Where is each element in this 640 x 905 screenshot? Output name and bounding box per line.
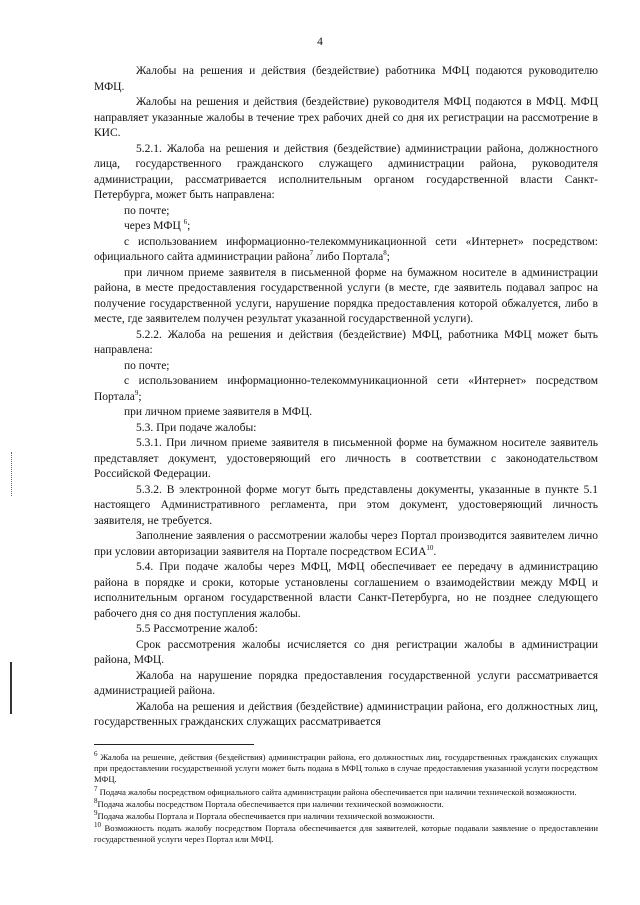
paragraph: по почте; [124, 204, 170, 217]
paragraph: 5.4. При подаче жалобы через МФЦ, МФЦ обеспечивает ее передачу в администрацию района в порядке и сроки, которые установлены соглашением о взаимодействии между МФЦ и исполнительным органом государственной власти Санкт-Петербурга, но не позднее следующего рабочего дня со дня поступления жалобы. [94, 561, 598, 620]
footnote-text: Подача жалобы посредством Портала обеспечивается при наличии технической возможности. [97, 798, 444, 809]
paragraph: через МФЦ $^6$; [124, 218, 191, 232]
footnote-number: 10 [94, 821, 101, 830]
footnote-ref: 6 [183, 218, 188, 227]
footnote-ref: 10 [426, 543, 434, 552]
footnote-ref: 9 [134, 388, 139, 397]
footnote-text: Подача жалобы посредством официального сайта администрации района обеспечивается при наличии технической возможности. [99, 786, 577, 797]
paragraph-text: с использованием информационно-телекоммуникационной сети «Интернет» посредством: официального сайта администрации района [94, 235, 598, 263]
footnote-number: 8 [94, 796, 98, 805]
paragraph: по почте; [124, 359, 170, 372]
footnote-text: Возможность подать жалобу посредством Портала обеспечивается для заявителей, которые подавали заявление о предоставлении государственной услуги через Портал или МФЦ. [94, 823, 598, 845]
paragraph-text: либо Портала [316, 251, 384, 263]
footnote-number: 9 [94, 809, 98, 818]
footnote-ref: 7 [309, 249, 314, 258]
paragraph: при личном приеме заявителя в МФЦ. [124, 406, 313, 418]
footnote [94, 784, 598, 798]
scan-margin-mark [10, 662, 12, 714]
paragraph: Жалобы на решения и действия (бездействие) руководителя МФЦ подаются в МФЦ. МФЦ направляет указанные жалобы в течение трех рабочих дней со дня их регистрации на рассмотрение в КИС. [94, 96, 598, 139]
paragraph-text: Заполнение заявления о рассмотрении жалобы через Портал производится заявителем лично при условии авторизации заявителя на Портале посредством ЕСИА [94, 530, 598, 558]
paragraph: 5.3.1. При личном приеме заявителя в письменной форме на бумажном носителе заявитель представляет документ, удостоверяющий его личность в соответствии с законодательством Российской Федерации. [94, 437, 598, 480]
footnote-separator [94, 744, 254, 745]
paragraph: 5.2.1. Жалоба на решения и действия (бездействие) администрации района, должностного лица, государственного гражданского служащего администрации района, руководителя администрации, рассматривается исполнительным органом государственной власти Санкт-Петербурга, может быть направлена: [94, 142, 598, 201]
footnote [94, 796, 598, 810]
paragraph: при личном приеме заявителя в письменной форме на бумажном носителе в администрации района, в месте предоставления государственной услуги (в месте, где заявитель подавал запрос на получение государственной услуги, нарушение порядка предоставления которой обжалуется, либо в месте, где заявителем получен результат указанной государственной услуги). [94, 266, 598, 325]
paragraph-text: с использованием информационно-телекоммуникационной сети «Интернет» посредством Портала [94, 375, 598, 403]
paragraph: 5.5 Рассмотрение жалоб: [136, 623, 258, 635]
footnote-number: 7 [94, 784, 98, 793]
footnotes [94, 752, 598, 847]
footnote [94, 823, 598, 845]
paragraph: с использованием информационно-телекоммуникационной сети «Интернет» посредством: официального сайта администрации района$^7$ либо Портала$^8$; [94, 235, 598, 263]
footnote-text: Подача жалобы Портала и Портала обеспечивается при наличии технической возможности. [97, 811, 435, 822]
paragraph: Жалобы на решения и действия (бездействие) работника МФЦ подаются руководителю МФЦ. [94, 65, 598, 93]
page-number: 4 [317, 36, 323, 48]
paragraph: Жалоба на решения и действия (бездействие) администрации района, его должностных лиц, государственных гражданских служащих рассматривается [94, 700, 598, 728]
scan-margin-mark [11, 452, 13, 496]
footnote-number: 6 [94, 750, 98, 759]
footnote-text: Жалоба на решение, действия (бездействия) администрации района, его должностных лиц, государственных гражданских служащих при предоставлении государственной услуги может быть подана в МФЦ только в случае предоставления указанной услуги посредством МФЦ. [94, 752, 598, 785]
footnote [94, 811, 598, 822]
paragraph: 5.2.2. Жалоба на решения и действия (бездействие) МФЦ, работника МФЦ может быть направлена: [94, 328, 598, 356]
paragraph-text: через МФЦ [124, 220, 181, 232]
paragraph: 5.3.2. В электронной форме могут быть представлены документы, указанные в пункте 5.1 настоящего Административного регламента, при этом документ, удостоверяющий личность заявителя, не требуется. [94, 483, 598, 527]
document-body [94, 64, 598, 731]
paragraph: с использованием информационно-телекоммуникационной сети «Интернет» посредством Портала$^9$; [94, 375, 598, 403]
footnote-ref: 8 [383, 249, 387, 258]
footnote [94, 752, 598, 786]
paragraph: Срок рассмотрения жалобы исчисляется со дня регистрации жалобы в администрации района, МФЦ. [94, 638, 598, 666]
paragraph: Жалоба на нарушение порядка предоставления государственной услуги рассматривается администрацией района. [94, 669, 598, 697]
paragraph: 5.3. При подаче жалобы: [136, 421, 257, 434]
paragraph: Заполнение заявления о рассмотрении жалобы через Портал производится заявителем лично при условии авторизации заявителя на Портале посредством ЕСИА$^{10}$. [94, 530, 598, 558]
